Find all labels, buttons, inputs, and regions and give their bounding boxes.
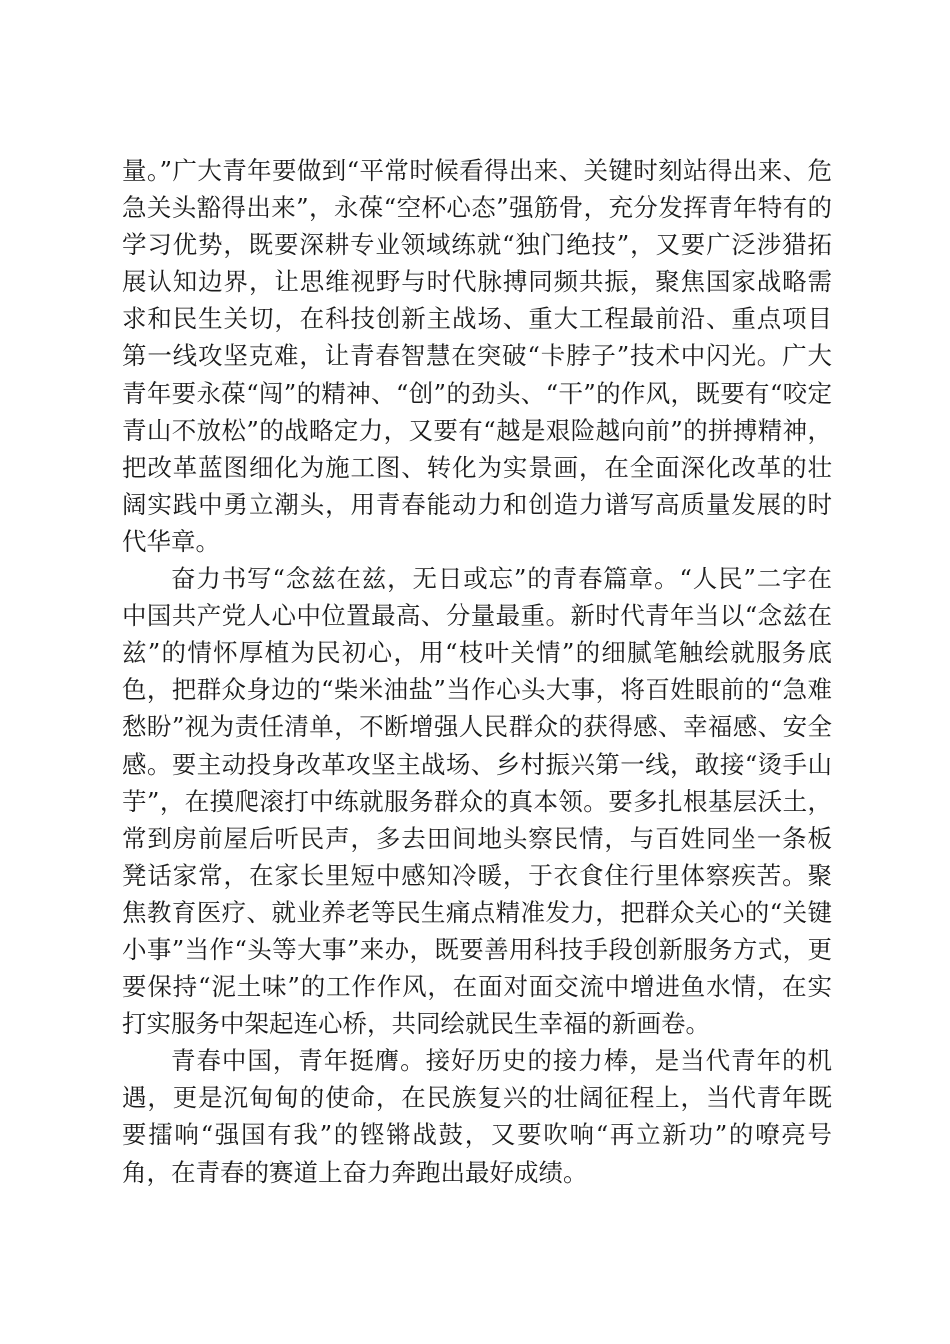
paragraph-people: 奋力书写“念兹在兹，无日或忘”的青春篇章。“人民”二字在中国共产党人心中位置最高、分量最重。新时代青年当以“念兹在兹”的情怀厚植为民初心，用“枝叶关情”的细腻笔触绘就服务底色，把群众身边的“柴米油盐”当作心头大事，将百姓眼前的“急难愁盼”视为责任清单，不断增强人民群众的获得感、幸福感、安全感。要主动投身改革攻坚主战场、乡村振兴第一线，敢接“烫手山芋”，在摸爬滚打中练就服务群众的真本领。要多扎根基层沃土，常到房前屋后听民声，多去田间地头察民情，与百姓同坐一条板凳话家常，在家长里短中感知冷暖，于衣食住行里体察疾苦。聚焦教育医疗、就业养老等民生痛点精准发力，把群众关心的“关键小事”当作“头等大事”来办，既要善用科技手段创新服务方式，更要保持“泥土味”的工作作风，在面对面交流中增进鱼水情，在实打实服务中架起连心桥，共同绘就民生幸福的新画卷。 <box>122 564 832 1039</box>
paragraph-conclusion: 青春中国，青年挺膺。接好历史的接力棒，是当代青年的机遇，更是沉甸甸的使命，在民族复兴的壮阔征程上，当代青年既要擂响“强国有我”的铿锵战鼓，又要吹响“再立新功”的嘹亮号角，在青春的赛道上奋力奔跑出最好成绩。 <box>122 1046 832 1187</box>
paragraph-continued: 量。”广大青年要做到“平常时候看得出来、关键时刻站得出来、危急关头豁得出来”，永葆“空杯心态”强筋骨，充分发挥青年特有的学习优势，既要深耕专业领域练就“独门绝技”，又要广泛涉猎拓展认知边界，让思维视野与时代脉搏同频共振，聚焦国家战略需求和民生关切，在科技创新主战场、重大工程最前沿、重点项目第一线攻坚克难，让青春智慧在突破“卡脖子”技术中闪光。广大青年要永葆“闯”的精神、“创”的劲头、“干”的作风，既要有“咬定青山不放松”的战略定力，又要有“越是艰险越向前”的拼搏精神，把改革蓝图细化为施工图、转化为实景画，在全面深化改革的壮阔实践中勇立潮头，用青春能动力和创造力谱写高质量发展的时代华章。 <box>122 156 832 556</box>
document-body <box>122 152 832 1191</box>
